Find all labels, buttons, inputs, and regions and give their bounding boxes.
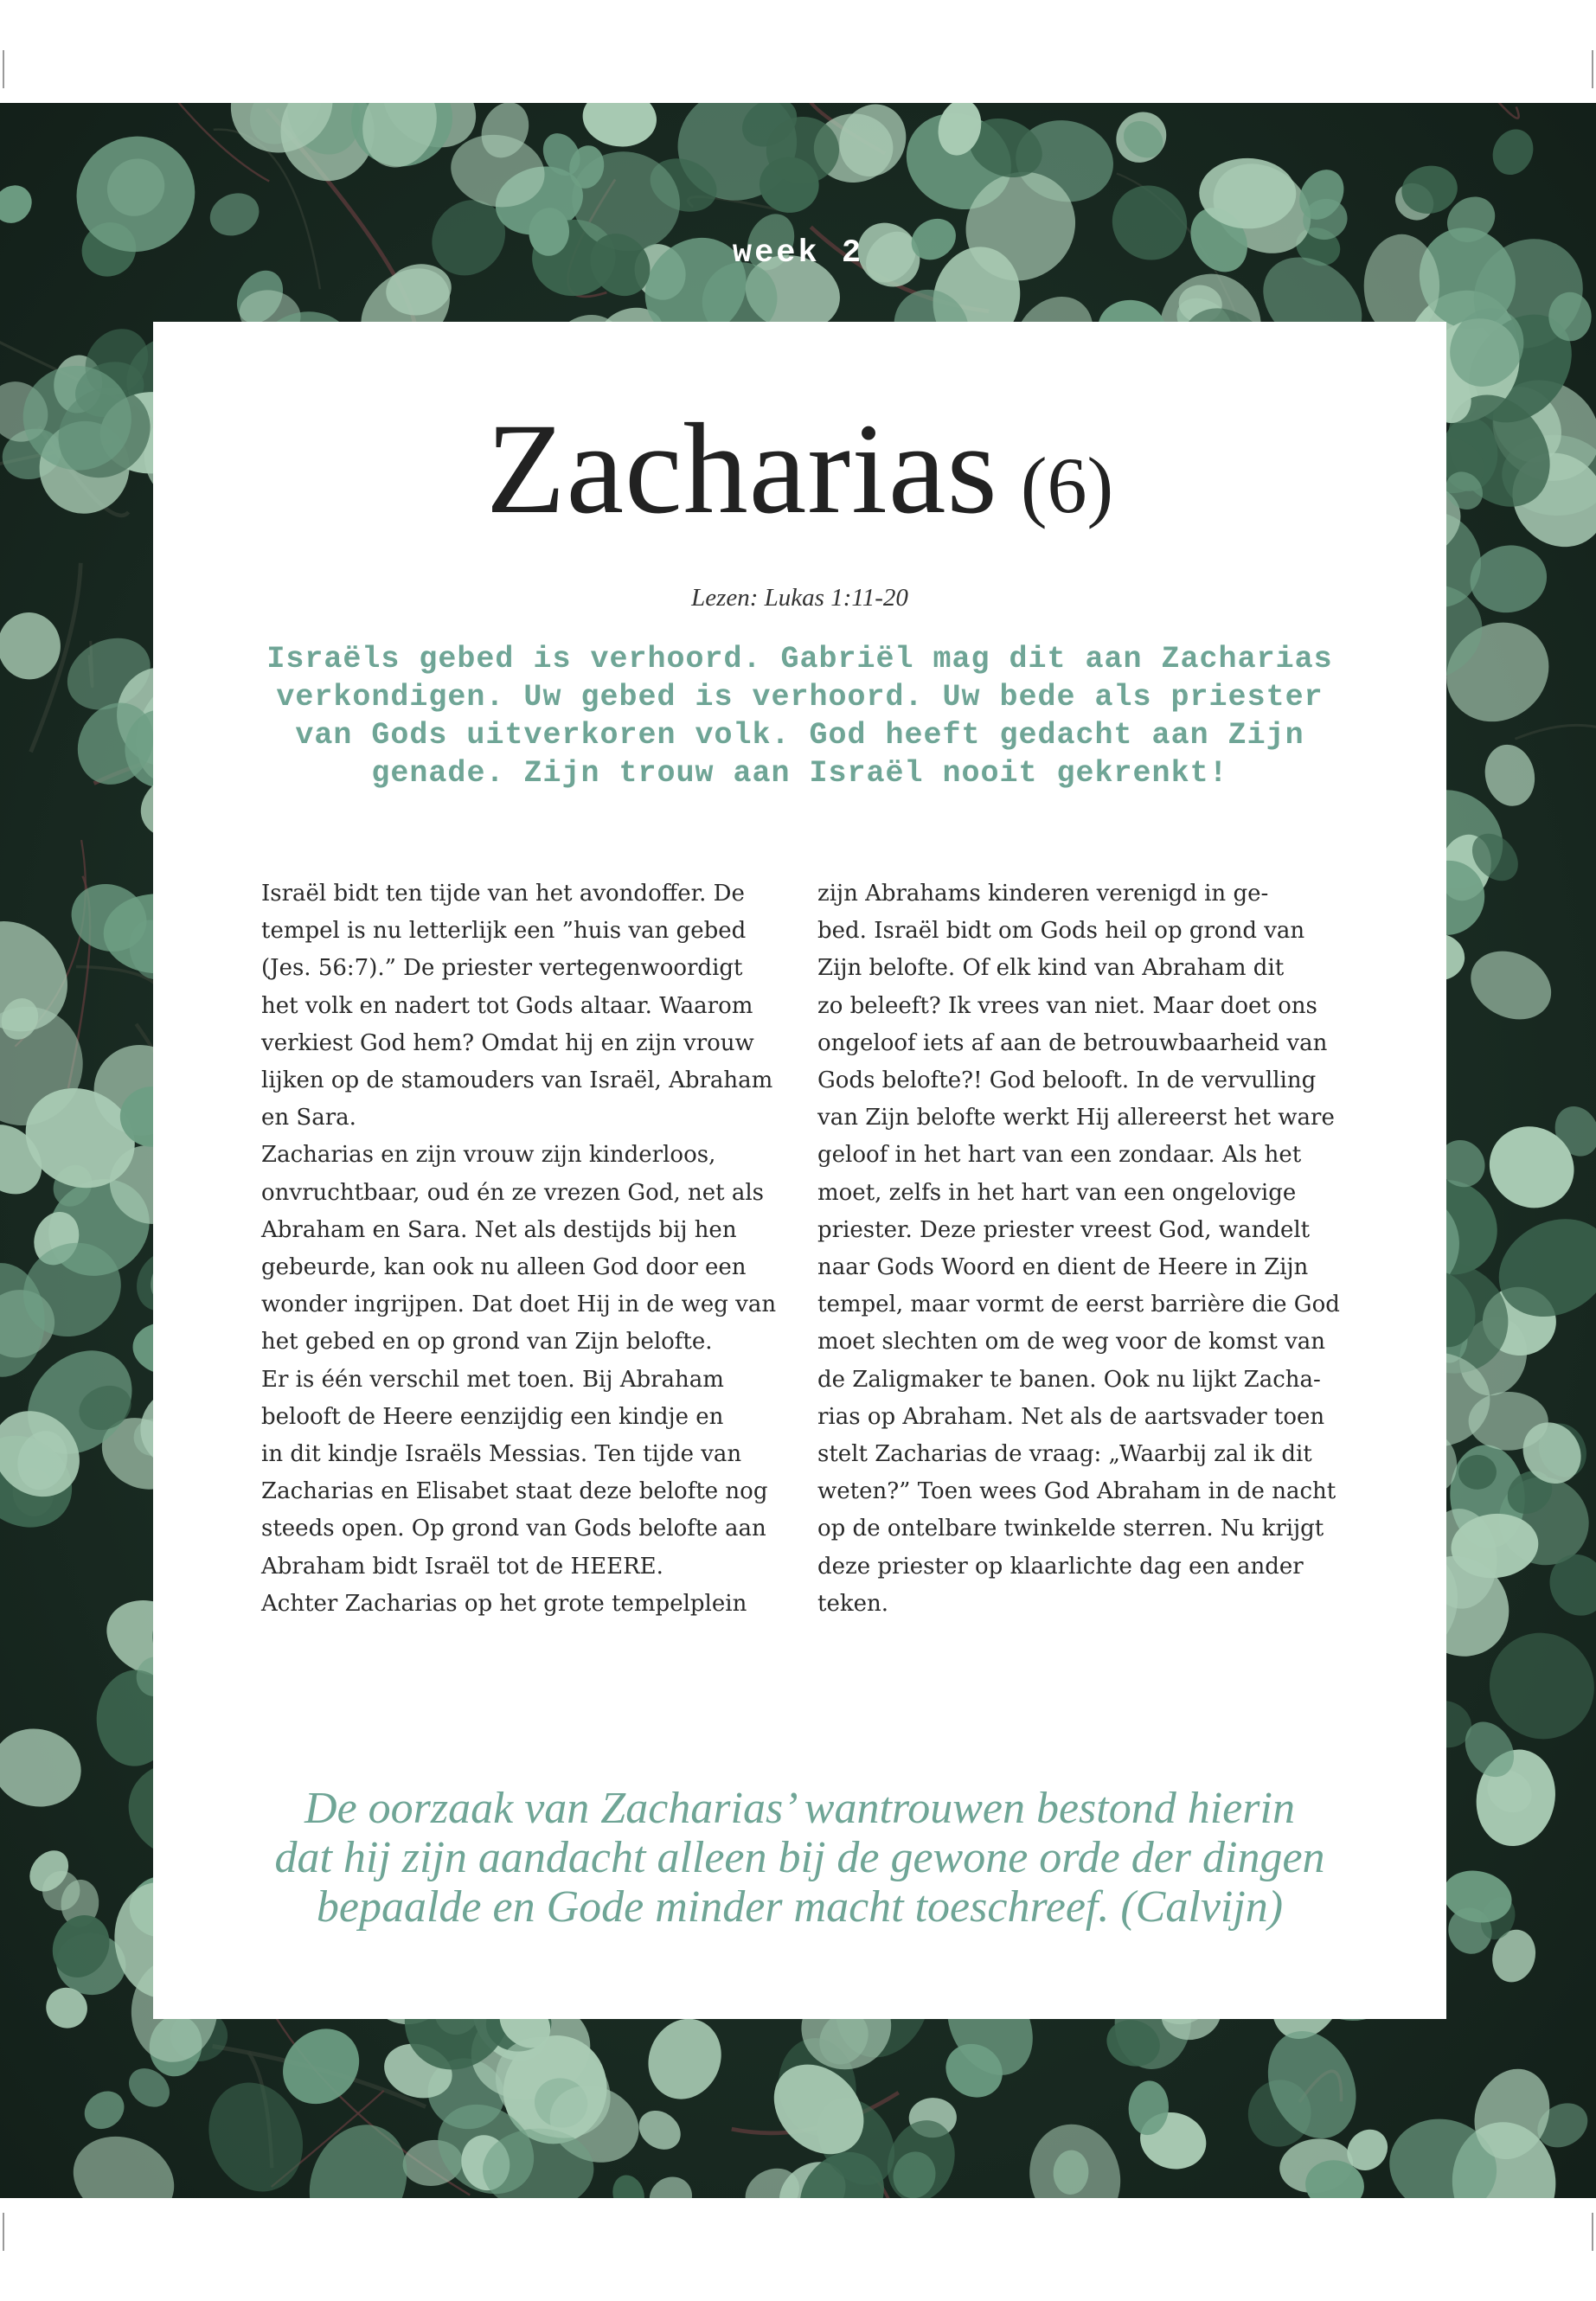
crop-mark-top-left — [3, 50, 4, 88]
body-line: moet, zelfs in het hart van een ongelovige — [817, 1179, 1297, 1206]
article-card — [153, 322, 1446, 2019]
body-line: Abraham bidt Israël tot de HEERE. — [261, 1553, 663, 1580]
body-line: steeds open. Op grond van Gods belofte aan — [261, 1516, 766, 1542]
body-line: in dit kindje Israëls Messias. Ten tijde van — [261, 1441, 742, 1468]
quote-line: bepaalde en Gode minder macht toeschreef. (Calvijn) — [316, 1882, 1284, 1932]
body-line: en Sara. — [261, 1105, 356, 1131]
body-line: tempel, maar vormt de eerst barrière die God — [817, 1292, 1340, 1318]
body-column-right — [817, 875, 1340, 1623]
body-line: lijken op de stamouders van Israël, Abraham — [261, 1067, 773, 1094]
body-line: (Jes. 56:7).” De priester vertegenwoordigt — [261, 955, 743, 982]
body-line: wonder ingrijpen. Dat doet Hij in de weg van — [261, 1292, 777, 1318]
body-line: bed. Israël bidt om Gods heil op grond van — [817, 918, 1305, 945]
crop-mark-bottom-left — [3, 2213, 4, 2251]
article-title — [153, 397, 1446, 541]
reading-reference: Lezen: Lukas 1:11-20 — [691, 584, 908, 612]
intro-line: genade. Zijn trouw aan Israël nooit gekrenkt! — [371, 756, 1228, 791]
body-line: weten?” Toen wees God Abraham in de nacht — [817, 1478, 1336, 1505]
crop-mark-top-right — [1592, 50, 1593, 88]
body-line: het volk en nadert tot Gods altaar. Waarom — [261, 992, 753, 1019]
title-text: Zacharias — [485, 397, 998, 541]
title-number: (6) — [1020, 441, 1114, 529]
quote-line: De oorzaak van Zacharias’ wantrouwen bestond hierin — [304, 1784, 1295, 1833]
body-line: Zacharias en zijn vrouw zijn kinderloos, — [261, 1142, 716, 1169]
body-line: Israël bidt ten tijde van het avondoffer. De — [261, 881, 745, 907]
body-line: het gebed en op grond van Zijn belofte. — [261, 1329, 713, 1356]
body-line: Achter Zacharias op het grote tempelplein — [261, 1590, 747, 1617]
body-line: op de ontelbare twinkelde sterren. Nu krijgt — [817, 1516, 1324, 1542]
week-label: week 2 — [732, 235, 864, 272]
intro-line: van Gods uitverkoren volk. God heeft gedacht aan Zijn — [295, 718, 1304, 753]
intro-line: Israëls gebed is verhoord. Gabriël mag dit aan Zacharias — [266, 642, 1333, 676]
body-line: Gods belofte?! God belooft. In de vervulling — [817, 1067, 1317, 1094]
crop-mark-bottom-right — [1592, 2213, 1593, 2251]
body-column-left — [261, 875, 780, 1623]
body-line: naar Gods Woord en dient de Heere in Zijn — [817, 1254, 1309, 1281]
body-line: gebeurde, kan ook nu alleen God door een — [261, 1254, 747, 1281]
body-line: zijn Abrahams kinderen verenigd in ge- — [817, 881, 1269, 907]
body-line: Zijn belofte. Of elk kind van Abraham dit — [817, 955, 1285, 982]
body-line: de Zaligmaker te banen. Ook nu lijkt Zacha- — [817, 1366, 1321, 1393]
body-line: onvruchtbaar, oud én ze vrezen God, net als — [261, 1179, 765, 1206]
body-line: priester. Deze priester vreest God, wandelt — [817, 1216, 1311, 1243]
body-line: tempel is nu letterlijk een ”huis van gebed — [261, 918, 747, 945]
body-line: van Zijn belofte werkt Hij allereerst het ware — [817, 1105, 1335, 1131]
body-line: ongeloof iets af aan de betrouwbaarheid van — [817, 1029, 1328, 1056]
body-line: teken. — [817, 1590, 888, 1617]
body-line: deze priester op klaarlichte dag een ander — [817, 1553, 1304, 1580]
pull-quote — [205, 1784, 1394, 1932]
body-line: zo beleeft? Ik vrees van niet. Maar doet ons — [817, 992, 1317, 1019]
body-line: Abraham en Sara. Net als destijds bij hen — [261, 1216, 737, 1243]
body-line: belooft de Heere eenzijdig een kindje en — [261, 1403, 724, 1430]
quote-line: dat hij zijn aandacht alleen bij de gewone orde der dingen — [274, 1833, 1325, 1882]
body-line: verkiest God hem? Omdat hij en zijn vrouw — [261, 1029, 754, 1056]
body-line: geloof in het hart van een zondaar. Als het — [817, 1142, 1302, 1169]
body-line: Er is één verschil met toen. Bij Abraham — [261, 1366, 724, 1393]
body-line: moet slechten om de weg voor de komst van — [817, 1329, 1326, 1356]
body-line: Zacharias en Elisabet staat deze belofte nog — [261, 1478, 768, 1505]
intro-line: verkondigen. Uw gebed is verhoord. Uw bede als priester — [276, 680, 1324, 715]
intro-lead — [231, 640, 1368, 792]
body-line: stelt Zacharias de vraag: „Waarbij zal ik dit — [817, 1441, 1312, 1468]
body-line: rias op Abraham. Net als de aartsvader toen — [817, 1403, 1325, 1430]
